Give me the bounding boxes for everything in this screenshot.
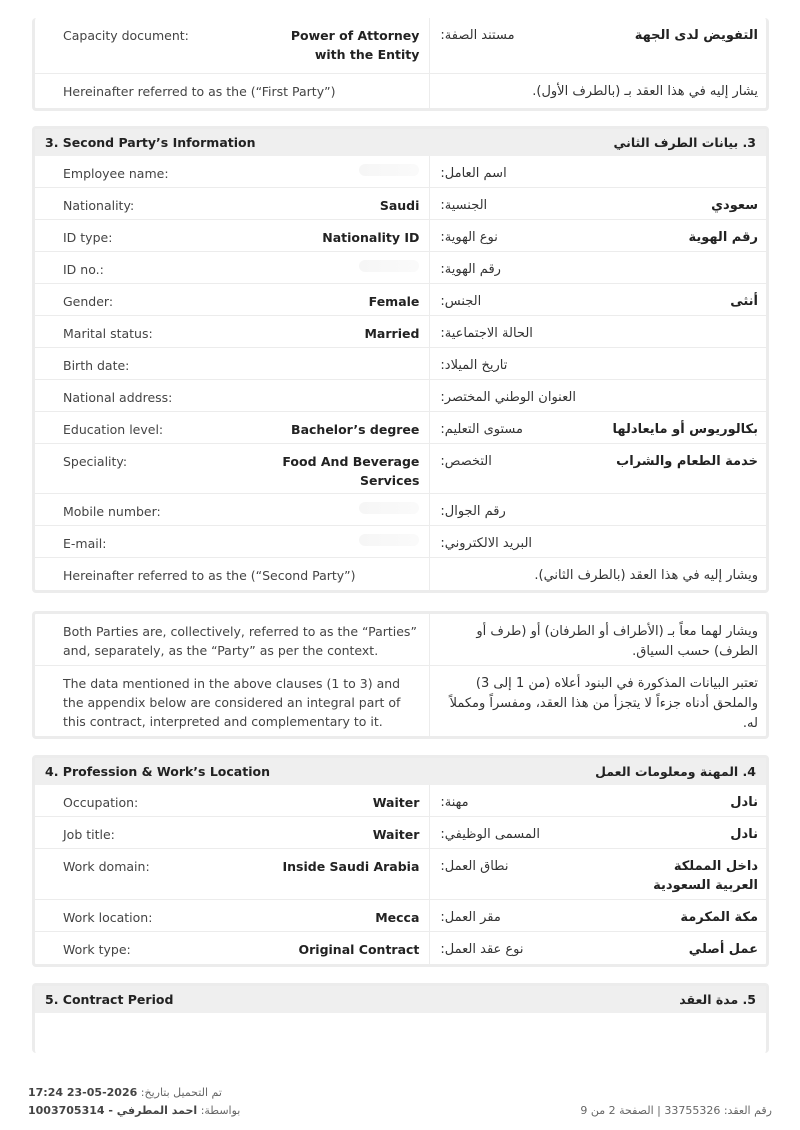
field-value-en: Married xyxy=(364,326,420,341)
field-value-en: Bachelor’s degree xyxy=(291,422,420,437)
field-label-en: ID no.: xyxy=(63,262,104,277)
field-label-ar: اسم العامل: xyxy=(440,166,507,181)
field-value-ar: عمل أصلي xyxy=(688,942,758,957)
field-value-ar: رقم الهوية xyxy=(688,230,758,245)
upload-info xyxy=(28,1086,240,1122)
second-party-section xyxy=(32,126,769,593)
section-title-ar: 3. بيانات الطرف الثاني xyxy=(613,135,756,150)
field-value-ar: التفويض لدى الجهة xyxy=(634,28,758,43)
field-label-ar: تاريخ الميلاد: xyxy=(440,358,508,373)
section-title-en: 5. Contract Period xyxy=(45,992,174,1007)
field-row-nationality xyxy=(35,188,766,220)
section-header xyxy=(35,986,766,1013)
field-value-en: Food And Beverage Services xyxy=(282,454,420,488)
field-label-ar: الجنسية: xyxy=(440,198,488,213)
field-label-en: ID type: xyxy=(63,230,113,245)
field-label-ar: رقم الهوية: xyxy=(440,262,501,277)
field-label-en: Education level: xyxy=(63,422,164,437)
field-label-en: Gender: xyxy=(63,294,114,309)
field-label-ar: مقر العمل: xyxy=(440,910,501,925)
field-label-ar: التخصص: xyxy=(440,454,492,469)
parties-note-ar: ويشار لهما معاً بـ (الأطراف أو الطرفان) أو (طرف أو الطرف) حسب السياق. xyxy=(429,614,766,665)
field-value-ar: أنثى xyxy=(730,294,758,309)
field-label-en: Work domain: xyxy=(63,859,150,874)
second-party-note-en: Hereinafter referred to as the (“Second Party”) xyxy=(63,568,356,583)
field-row-birth-date xyxy=(35,348,766,380)
field-label-ar: نوع الهوية: xyxy=(440,230,498,245)
field-value-en: Inside Saudi Arabia xyxy=(282,859,420,874)
first-party-note-en: Hereinafter referred to as the (“First Party”) xyxy=(63,84,336,99)
integral-data-row xyxy=(35,666,766,736)
field-label-ar: مهنة: xyxy=(440,795,469,810)
parties-definition-section xyxy=(32,611,769,739)
field-row-job-title xyxy=(35,817,766,849)
field-label-ar: البريد الالكتروني: xyxy=(440,536,533,551)
field-row-mobile-number xyxy=(35,494,766,526)
field-value-ar: نادل xyxy=(730,827,758,842)
first-party-note-ar: يشار إليه في هذا العقد بـ (بالطرف الأول). xyxy=(429,74,766,108)
redacted-value xyxy=(359,502,419,514)
integral-note-ar: تعتبر البيانات المذكورة في البنود أعلاه (من 1 إلى 3) والملحق أدناه جزءاً لا يتجزأ من هذا العقد، ومفسراً ومكملاً له. xyxy=(429,666,766,736)
field-label-ar: رقم الجوال: xyxy=(440,504,506,519)
field-label-ar: العنوان الوطني المختصر: xyxy=(440,390,576,405)
field-label-ar: نطاق العمل: xyxy=(440,859,509,874)
field-label-en: Speciality: xyxy=(63,454,128,469)
field-label-en: Work type: xyxy=(63,942,131,957)
field-value-en: Mecca xyxy=(375,910,420,925)
field-label-ar: نوع عقد العمل: xyxy=(440,942,524,957)
field-value-en: Power of Attorney with the Entity xyxy=(290,28,420,62)
field-value-ar: داخل المملكة العربية السعودية xyxy=(653,859,758,893)
field-label-en: Employee name: xyxy=(63,166,169,181)
second-party-note-ar: ويشار إليه في هذا العقد (بالطرف الثاني). xyxy=(429,558,766,590)
field-label-en: Nationality: xyxy=(63,198,135,213)
field-value-ar: بكالوريوس أو مايعادلها xyxy=(612,422,758,437)
field-row-id-no xyxy=(35,252,766,284)
field-row-work-type xyxy=(35,932,766,964)
by-value: احمد المطرفي - 1003705314 xyxy=(28,1104,198,1117)
parties-row xyxy=(35,614,766,666)
field-value-en: Waiter xyxy=(372,795,420,810)
field-row-second-party xyxy=(35,558,766,590)
field-value-en: Saudi xyxy=(379,198,420,213)
field-label-ar: الجنس: xyxy=(440,294,482,309)
field-label-en: Mobile number: xyxy=(63,504,161,519)
field-label-ar: المسمى الوظيفي: xyxy=(440,827,540,842)
redacted-value xyxy=(359,534,419,546)
field-value-ar: سعودي xyxy=(711,198,758,213)
section-title-en: 3. Second Party’s Information xyxy=(45,135,256,150)
field-row-email xyxy=(35,526,766,558)
upload-label: تم التحميل بتاريخ: xyxy=(140,1086,222,1099)
field-value-ar: مكة المكرمة xyxy=(680,910,758,925)
field-row-education-level xyxy=(35,412,766,444)
field-row-id-type xyxy=(35,220,766,252)
field-value-ar: نادل xyxy=(730,795,758,810)
profession-section xyxy=(32,755,769,967)
field-label-en: Marital status: xyxy=(63,326,153,341)
by-label: بواسطة: xyxy=(200,1104,241,1117)
section-title-ar: 4. المهنة ومعلومات العمل xyxy=(595,764,756,779)
section-title-en: 4. Profession & Work’s Location xyxy=(45,764,270,779)
field-label-ar: مستند الصفة: xyxy=(440,28,515,43)
parties-note-en: Both Parties are, collectively, referred to as the “Parties” and, separately, as the “Party” as per the context. xyxy=(63,624,417,658)
contract-period-section xyxy=(32,983,769,1053)
field-label-en: E-mail: xyxy=(63,536,107,551)
integral-note-en: The data mentioned in the above clauses (1 to 3) and the appendix below are considered an integral part of this contract, interpreted and complementary to it. xyxy=(63,676,401,729)
field-row-national-address xyxy=(35,380,766,412)
field-value-en: Female xyxy=(368,294,420,309)
field-row-occupation xyxy=(35,785,766,817)
field-row-first-party xyxy=(35,74,766,108)
field-value-en: Waiter xyxy=(372,827,420,842)
field-value-ar: خدمة الطعام والشراب xyxy=(616,454,758,469)
field-label-ar: مستوى التعليم: xyxy=(440,422,523,437)
field-label-ar: الحالة الاجتماعية: xyxy=(440,326,533,341)
field-row-gender xyxy=(35,284,766,316)
upload-date: 2026-05-23 17:24 xyxy=(28,1086,138,1099)
section-header xyxy=(35,129,766,156)
field-label-en: Birth date: xyxy=(63,358,130,373)
field-label-en: Work location: xyxy=(63,910,153,925)
field-row-employee-name xyxy=(35,156,766,188)
redacted-value xyxy=(359,164,419,176)
field-label-en: Job title: xyxy=(63,827,115,842)
field-row-work-domain xyxy=(35,849,766,900)
first-party-section-continued xyxy=(32,18,769,111)
field-label-en: Capacity document: xyxy=(63,28,189,43)
field-value-en: Original Contract xyxy=(298,942,420,957)
section-header xyxy=(35,758,766,785)
section-title-ar: 5. مدة العقد xyxy=(679,992,756,1007)
field-label-en: Occupation: xyxy=(63,795,139,810)
field-row-work-location xyxy=(35,900,766,932)
field-value-en: Nationality ID xyxy=(322,230,420,245)
redacted-value xyxy=(359,260,419,272)
field-row-marital-status xyxy=(35,316,766,348)
field-row-speciality xyxy=(35,444,766,494)
contract-page-info: رقم العقد: 33755326 | الصفحة 2 من 9 xyxy=(580,1104,772,1117)
field-label-en: National address: xyxy=(63,390,173,405)
field-row-capacity-document xyxy=(35,18,766,74)
